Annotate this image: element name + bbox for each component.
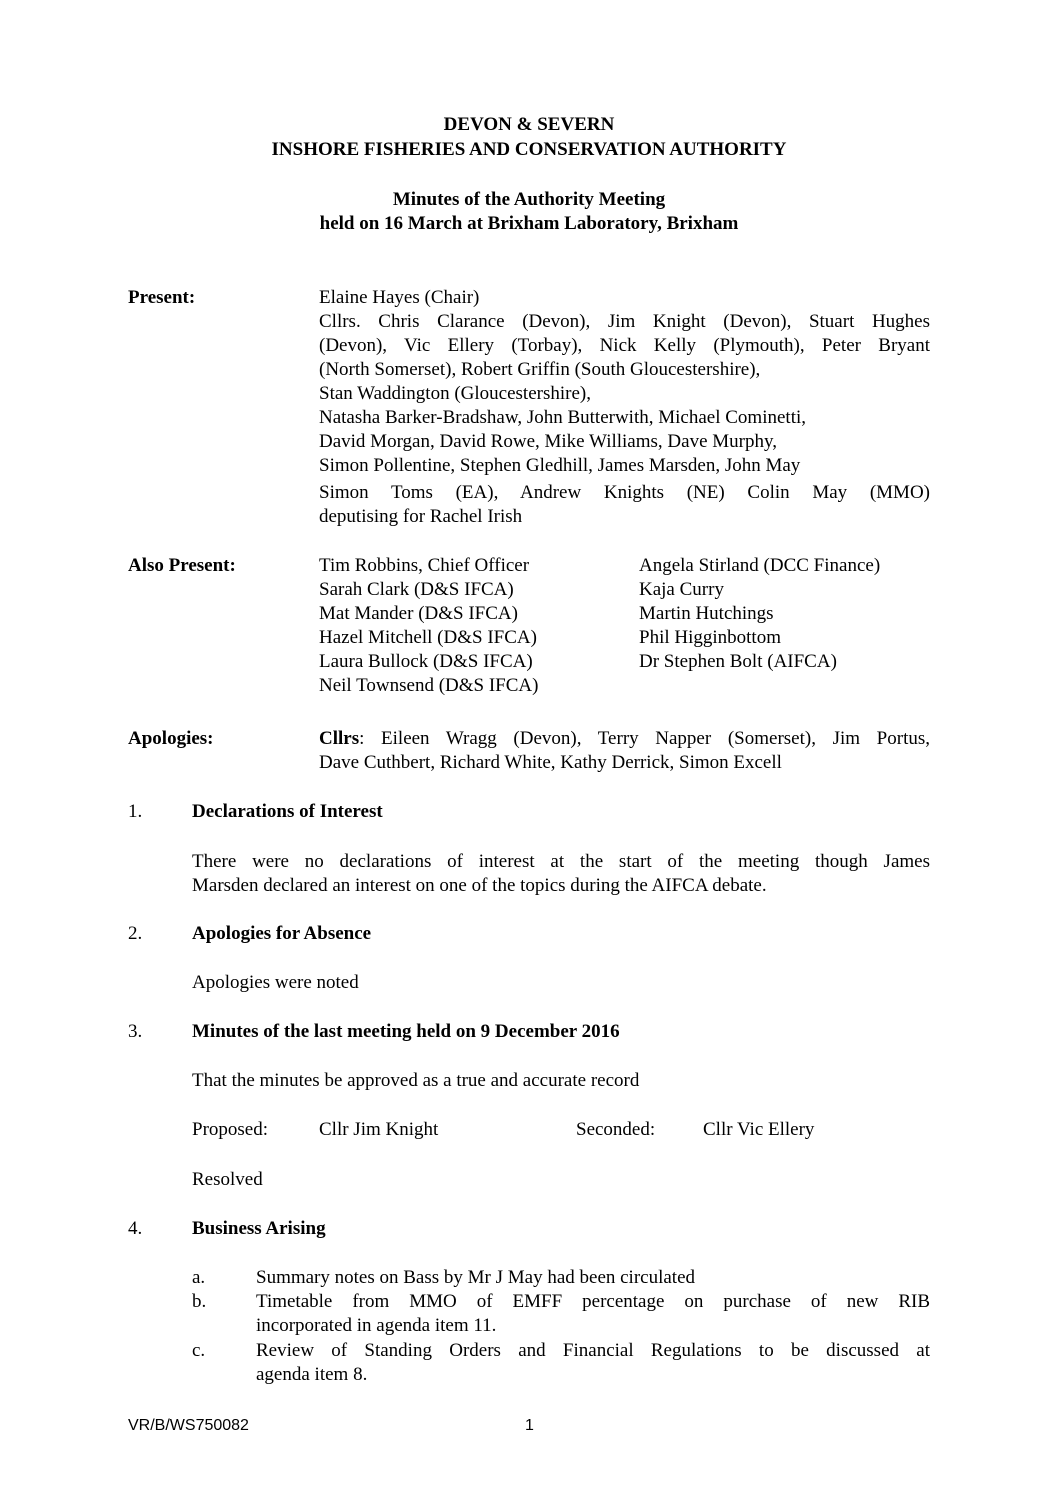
subitem-text: Summary notes on Bass by Mr J May had been circulated	[256, 1267, 696, 1288]
present-line: deputising for Rachel Irish	[319, 506, 523, 527]
document-reference: VR/B/WS750082	[128, 1417, 249, 1434]
item-text: That the minutes be approved as a true and accurate record	[192, 1070, 640, 1091]
present-line: (North Somerset), Robert Griffin (South Gloucestershire),	[319, 359, 761, 380]
item-title: Apologies for Absence	[192, 923, 372, 944]
attendee-name: Tim Robbins, Chief Officer	[319, 555, 530, 576]
subitem-label: c.	[192, 1340, 206, 1361]
meeting-date-location: held on 16 March at Brixham Laboratory, Brixham	[319, 213, 739, 234]
attendee-name: Dr Stephen Bolt (AIFCA)	[639, 651, 837, 672]
present-line: (Devon), Vic Ellery (Torbay), Nick Kelly (Plymouth), Peter Bryant	[319, 335, 930, 356]
page-number: 1	[525, 1417, 534, 1434]
present-line: Cllrs. Chris Clarance (Devon), Jim Knight (Devon), Stuart Hughes	[319, 311, 930, 332]
subitem-text: Timetable from MMO of EMFF percentage on purchase of new RIB	[256, 1291, 930, 1312]
authority-name-line2: INSHORE FISHERIES AND CONSERVATION AUTHORITY	[271, 139, 787, 160]
present-label: Present:	[128, 287, 196, 308]
seconded-value: Cllr Vic Ellery	[703, 1119, 815, 1140]
attendee-name: Neil Townsend (D&S IFCA)	[319, 675, 539, 696]
item-text: Apologies were noted	[192, 972, 359, 993]
subitem-label: a.	[192, 1267, 206, 1288]
resolved-text: Resolved	[192, 1169, 263, 1190]
item-number: 1.	[128, 801, 143, 822]
item-title: Declarations of Interest	[192, 801, 383, 822]
also-present-right-column	[639, 554, 880, 674]
present-line: Natasha Barker-Bradshaw, John Butterwith, Michael Cominetti,	[319, 407, 806, 428]
item-number: 3.	[128, 1021, 143, 1042]
subitem-label: b.	[192, 1291, 207, 1312]
attendee-name: Martin Hutchings	[639, 603, 774, 624]
attendee-name: Laura Bullock (D&S IFCA)	[319, 651, 533, 672]
apologies-line	[319, 727, 930, 751]
item-number: 4.	[128, 1218, 143, 1239]
attendee-name: Kaja Curry	[639, 579, 724, 600]
present-line: David Morgan, David Rowe, Mike Williams, Dave Murphy,	[319, 431, 777, 452]
subitem-text: Review of Standing Orders and Financial Regulations to be discussed at	[256, 1340, 930, 1361]
proposed-value: Cllr Jim Knight	[319, 1119, 439, 1140]
subitem-text: incorporated in agenda item 11.	[256, 1315, 497, 1336]
seconded-label: Seconded:	[576, 1119, 656, 1140]
meeting-title: Minutes of the Authority Meeting	[392, 189, 666, 210]
attendee-name: Mat Mander (D&S IFCA)	[319, 603, 518, 624]
item-title: Minutes of the last meeting held on 9 December 2016	[192, 1021, 620, 1042]
item-text: Marsden declared an interest on one of the topics during the AIFCA debate.	[192, 875, 767, 896]
present-line: Stan Waddington (Gloucestershire),	[319, 383, 591, 404]
subitem-text: agenda item 8.	[256, 1364, 368, 1385]
present-line: Simon Toms (EA), Andrew Knights (NE) Colin May (MMO)	[319, 482, 930, 503]
attendee-name: Phil Higginbottom	[639, 627, 781, 648]
attendee-name: Sarah Clark (D&S IFCA)	[319, 579, 514, 600]
item-number: 2.	[128, 923, 143, 944]
attendee-name: Angela Stirland (DCC Finance)	[639, 555, 881, 576]
also-present-left-column	[319, 554, 538, 698]
cllrs-label: Cllrs	[319, 728, 360, 749]
attendee-name: Hazel Mitchell (D&S IFCA)	[319, 627, 537, 648]
authority-name-line1: DEVON & SEVERN	[443, 114, 615, 135]
also-present-label: Also Present:	[128, 555, 236, 576]
present-line: Elaine Hayes (Chair)	[319, 287, 480, 308]
item-title: Business Arising	[192, 1218, 326, 1239]
apologies-label: Apologies:	[128, 728, 214, 749]
item-text: There were no declarations of interest at the start of the meeting though James	[192, 851, 930, 872]
apologies-names: : Eileen Wragg (Devon), Terry Napper (Somerset), Jim Portus,	[359, 728, 930, 749]
present-line: Simon Pollentine, Stephen Gledhill, James Marsden, John May	[319, 455, 801, 476]
proposed-label: Proposed:	[192, 1119, 268, 1140]
apologies-line: Dave Cuthbert, Richard White, Kathy Derrick, Simon Excell	[319, 752, 782, 773]
